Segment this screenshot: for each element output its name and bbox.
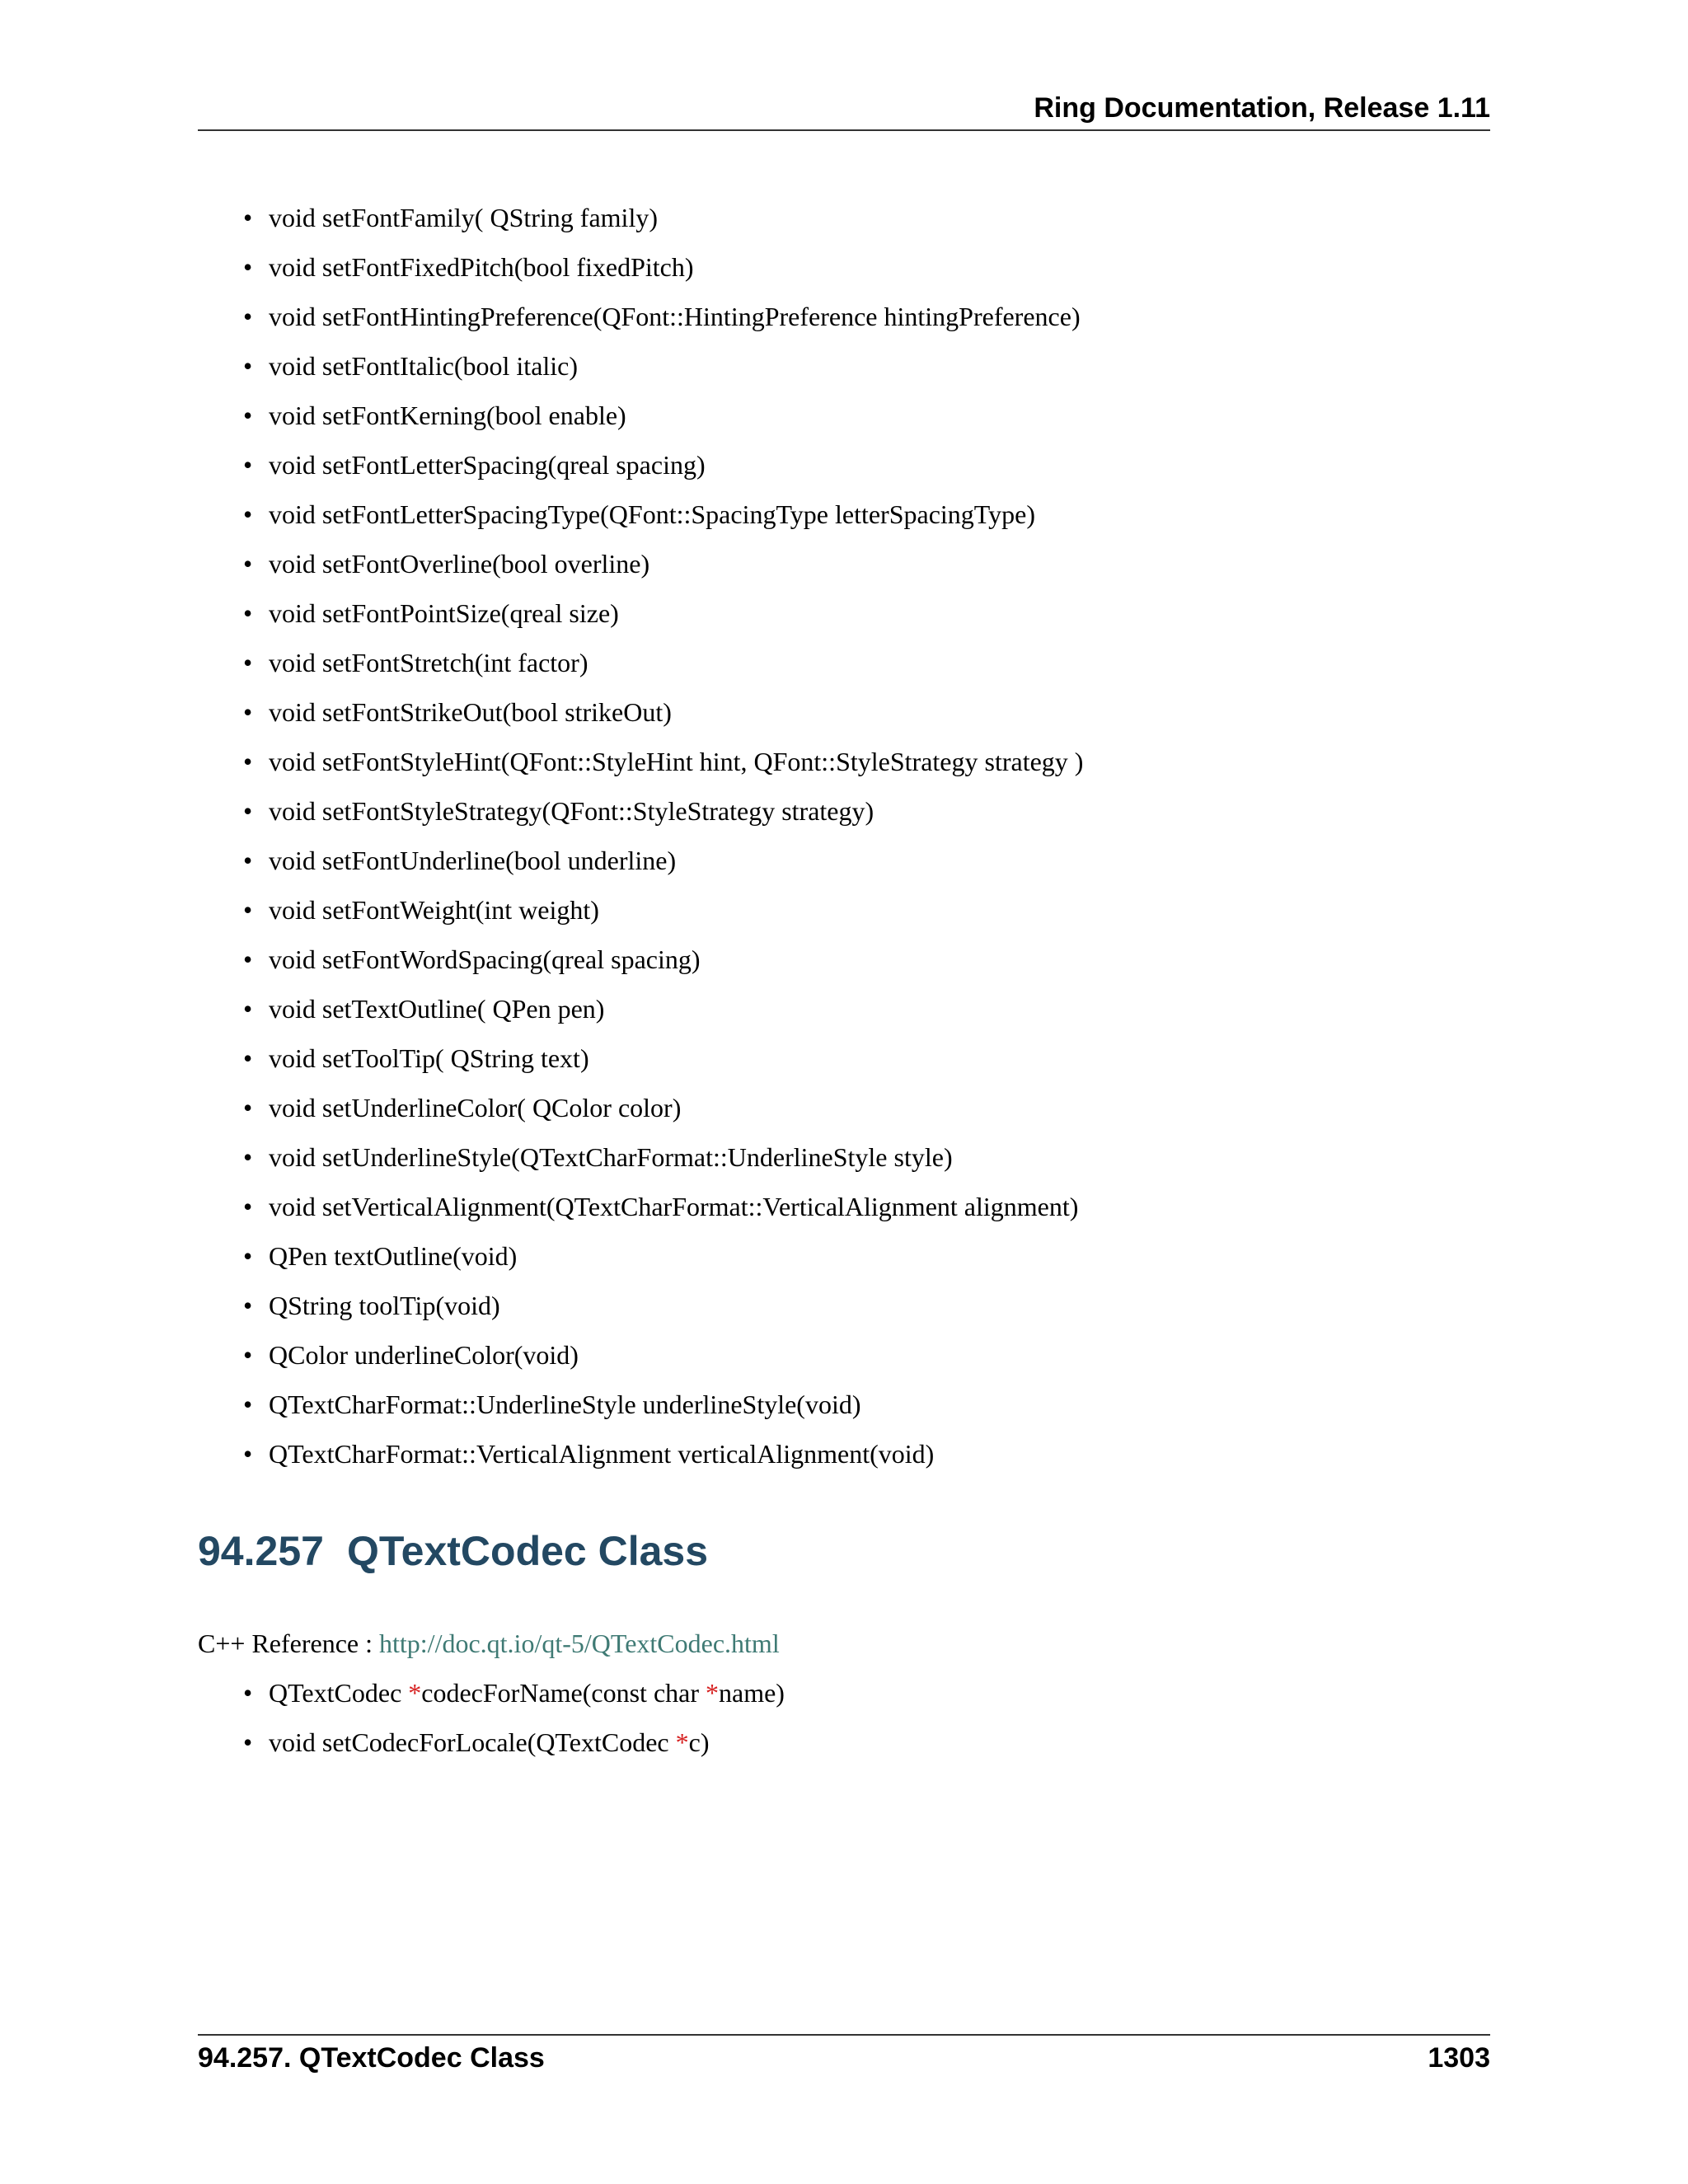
method-item xyxy=(241,890,1083,940)
bullet-icon: • xyxy=(243,1192,253,1221)
bullet-icon: • xyxy=(243,598,253,628)
method-signature: QTextCharFormat::VerticalAlignment verticalAlignment(void) xyxy=(269,1439,935,1469)
method-signature: void setUnderlineColor( QColor color) xyxy=(269,1093,682,1122)
running-header-title: Ring Documentation, Release 1.11 xyxy=(1034,92,1490,124)
method-signature: void setFontLetterSpacingType(QFont::SpacingType letterSpacingType) xyxy=(269,499,1035,529)
method-item xyxy=(241,1385,1083,1434)
reference-link[interactable]: http://doc.qt.io/qt-5/QTextCodec.html xyxy=(379,1629,780,1658)
method-item xyxy=(241,247,1083,297)
method-signature: void setFontKerning(bool enable) xyxy=(269,401,626,430)
method-signature: void setFontWordSpacing(qreal spacing) xyxy=(269,944,701,974)
method-item xyxy=(241,791,1083,841)
bullet-icon: • xyxy=(243,1678,253,1708)
bullet-icon: • xyxy=(243,747,253,776)
method-item xyxy=(241,1137,1083,1187)
method-signature: void setFontStrikeOut(bool strikeOut) xyxy=(269,697,672,727)
page-number: 1303 xyxy=(1428,2042,1490,2074)
pointer-asterisk: * xyxy=(675,1727,689,1757)
method-signature: void setUnderlineStyle(QTextCharFormat::UnderlineStyle style) xyxy=(269,1142,953,1172)
method-signature: void setFontStretch(int factor) xyxy=(269,648,588,677)
method-signature: void setFontHintingPreference(QFont::HintingPreference hintingPreference) xyxy=(269,302,1081,331)
method-signature: void setCodecForLocale(QTextCodec *c) xyxy=(269,1727,710,1757)
bullet-icon: • xyxy=(243,203,253,232)
method-item xyxy=(241,1673,785,1722)
method-signature: void setFontFamily( QString family) xyxy=(269,203,658,232)
method-item xyxy=(241,1434,1083,1483)
bullet-icon: • xyxy=(243,697,253,727)
bullet-icon: • xyxy=(243,401,253,430)
method-signature: void setFontStyleStrategy(QFont::StyleStrategy strategy) xyxy=(269,796,874,826)
bullet-icon: • xyxy=(243,1043,253,1073)
method-item xyxy=(241,1236,1083,1286)
pointer-asterisk: * xyxy=(408,1678,422,1708)
method-signature: QPen textOutline(void) xyxy=(269,1241,518,1271)
bullet-icon: • xyxy=(243,1727,253,1757)
method-item xyxy=(241,1187,1083,1236)
method-signature: QString toolTip(void) xyxy=(269,1291,500,1320)
method-signature: void setFontUnderline(bool underline) xyxy=(269,846,677,875)
bullet-icon: • xyxy=(243,796,253,826)
bullet-icon: • xyxy=(243,549,253,579)
method-item xyxy=(241,445,1083,494)
method-item xyxy=(241,396,1083,445)
method-signature: void setFontItalic(bool italic) xyxy=(269,351,579,381)
method-item xyxy=(241,1722,785,1772)
method-signature: void setFontLetterSpacing(qreal spacing) xyxy=(269,450,706,480)
bullet-icon: • xyxy=(243,895,253,925)
footer-divider xyxy=(198,2034,1490,2036)
method-signature: QTextCharFormat::UnderlineStyle underlineStyle(void) xyxy=(269,1390,861,1419)
bullet-icon: • xyxy=(243,1340,253,1370)
bullet-icon: • xyxy=(243,499,253,529)
method-item xyxy=(241,544,1083,593)
pointer-asterisk: * xyxy=(706,1678,719,1708)
bullet-icon: • xyxy=(243,1241,253,1271)
bullet-icon: • xyxy=(243,1142,253,1172)
method-signature: void setFontOverline(bool overline) xyxy=(269,549,650,579)
method-item xyxy=(241,1335,1083,1385)
codec-method-list xyxy=(241,1673,785,1772)
bullet-icon: • xyxy=(243,450,253,480)
method-signature: void setToolTip( QString text) xyxy=(269,1043,589,1073)
method-item xyxy=(241,692,1083,742)
bullet-icon: • xyxy=(243,1390,253,1419)
bullet-icon: • xyxy=(243,648,253,677)
reference-label: C++ Reference : xyxy=(198,1629,379,1658)
method-signature: QTextCodec *codecForName(const char *name) xyxy=(269,1678,785,1708)
bullet-icon: • xyxy=(243,1093,253,1122)
method-item xyxy=(241,1038,1083,1088)
method-item xyxy=(241,643,1083,692)
method-signature: void setFontWeight(int weight) xyxy=(269,895,599,925)
method-item xyxy=(241,494,1083,544)
method-item xyxy=(241,297,1083,346)
method-signature: void setTextOutline( QPen pen) xyxy=(269,994,605,1024)
section-title: QTextCodec Class xyxy=(346,1528,709,1574)
method-item xyxy=(241,989,1083,1038)
bullet-icon: • xyxy=(243,302,253,331)
method-signature: QColor underlineColor(void) xyxy=(269,1340,579,1370)
bullet-icon: • xyxy=(243,944,253,974)
method-item xyxy=(241,346,1083,396)
bullet-icon: • xyxy=(243,351,253,381)
method-item xyxy=(241,1286,1083,1335)
method-item xyxy=(241,841,1083,890)
method-signature: void setFontPointSize(qreal size) xyxy=(269,598,619,628)
bullet-icon: • xyxy=(243,846,253,875)
footer-section-title: 94.257. QTextCodec Class xyxy=(198,2042,545,2074)
method-item xyxy=(241,1088,1083,1137)
method-item xyxy=(241,593,1083,643)
bullet-icon: • xyxy=(243,252,253,282)
method-list xyxy=(241,198,1083,1483)
bullet-icon: • xyxy=(243,1291,253,1320)
header-divider xyxy=(198,129,1490,131)
bullet-icon: • xyxy=(243,1439,253,1469)
method-item xyxy=(241,198,1083,247)
section-heading xyxy=(198,1526,708,1576)
bullet-icon: • xyxy=(243,994,253,1024)
section-number: 94.257 xyxy=(198,1528,324,1574)
method-signature: void setFontFixedPitch(bool fixedPitch) xyxy=(269,252,694,282)
method-signature: void setFontStyleHint(QFont::StyleHint hint, QFont::StyleStrategy strategy ) xyxy=(269,747,1084,776)
method-item xyxy=(241,742,1083,791)
method-item xyxy=(241,940,1083,989)
cpp-reference-line xyxy=(198,1624,780,1663)
method-signature: void setVerticalAlignment(QTextCharFormat::VerticalAlignment alignment) xyxy=(269,1192,1079,1221)
